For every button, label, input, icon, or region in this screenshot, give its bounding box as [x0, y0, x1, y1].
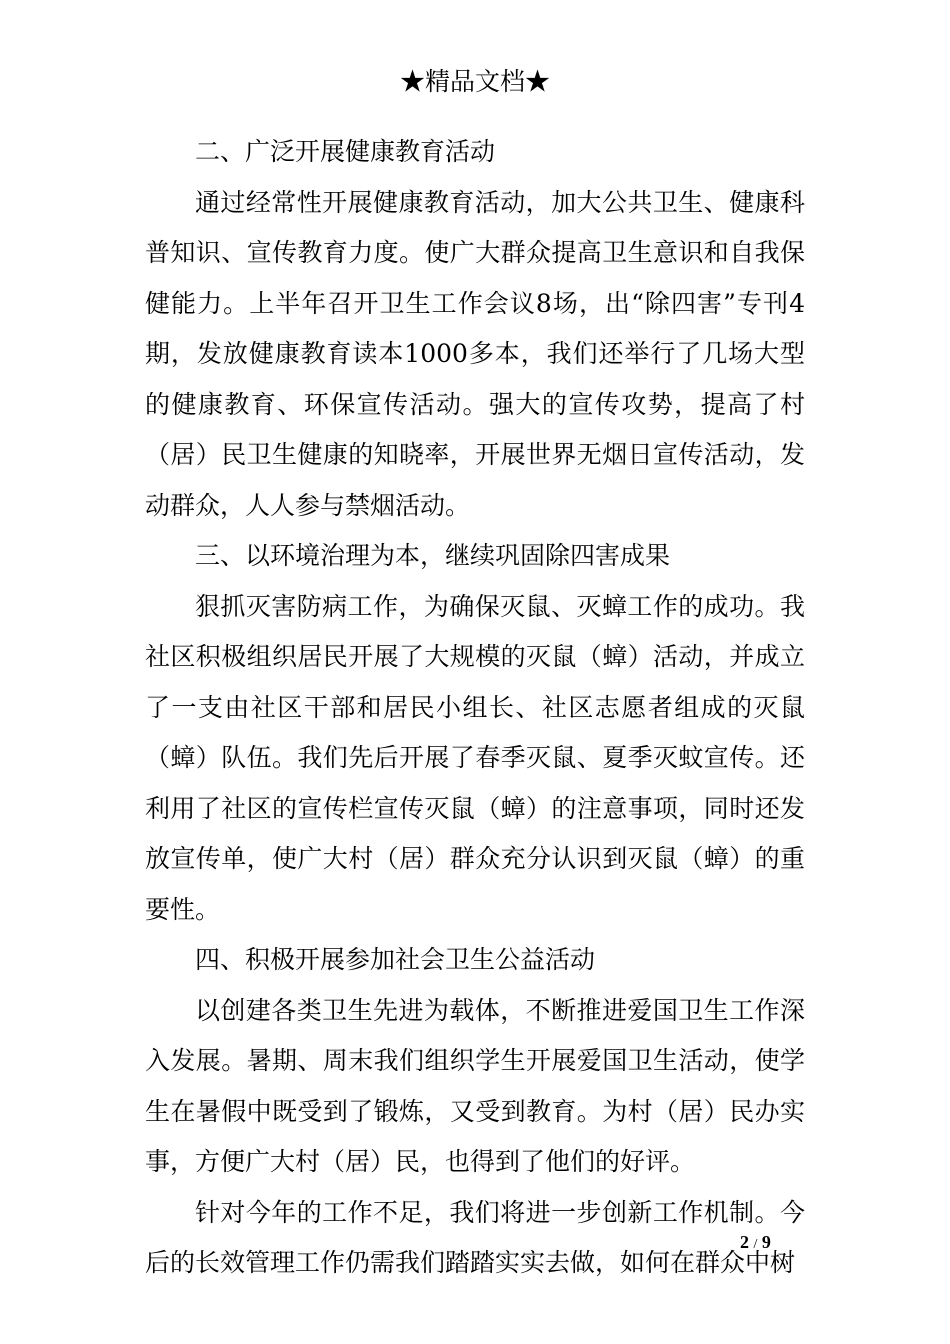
- page-number: [740, 1230, 771, 1257]
- header-title: ★精品文档★: [399, 67, 550, 96]
- current-page: 2: [740, 1232, 749, 1252]
- paragraph-shortcomings: 针对今年的工作不足，我们将进一步创新工作机制。今后的长效管理工作仍需我们踏踏实实去做，如何在群众中树: [145, 1197, 805, 1277]
- paragraph-public-welfare: 以创建各类卫生先进为载体，不断推进爱国卫生工作深入发展。暑期、周末我们组织学生开展爱国卫生活动，使学生在暑假中既受到了锻炼，又受到教育。为村（居）民办实事，方便广大村（居）民，也得到了他们的好评。: [145, 995, 805, 1176]
- document-body: [145, 127, 805, 1289]
- section-heading-2: 二、广泛开展健康教育活动: [195, 137, 496, 166]
- paragraph-health-education: 通过经常性开展健康教育活动，加大公共卫生、健康科普知识、宣传教育力度。使广大群众提高卫生意识和自我保健能力。上半年召开卫生工作会议8场，出“除四害”专刊4期，发放健康教育读本1000多本，我们还举行了几场大型的健康教育、环保宣传活动。强大的宣传攻势，提高了村（居）民卫生健康的知晓率，开展世界无烟日宣传活动，发动群众，人人参与禁烟活动。: [145, 187, 805, 520]
- page-separator: /: [753, 1237, 758, 1252]
- paragraph-pest-control: 狠抓灭害防病工作，为确保灭鼠、灭蟑工作的成功。我社区积极组织居民开展了大规模的灭鼠（蟑）活动，并成立了一支由社区干部和居民小组长、社区志愿者组成的灭鼠（蟑）队伍。我们先后开展了春季灭鼠、夏季灭蚊宣传。还利用了社区的宣传栏宣传灭鼠（蟑）的注意事项，同时还发放宣传单，使广大村（居）群众充分认识到灭鼠（蟑）的重要性。: [145, 591, 805, 924]
- document-header: [0, 62, 950, 102]
- section-heading-3: 三、以环境治理为本，继续巩固除四害成果: [195, 541, 671, 570]
- section-heading-4: 四、积极开展参加社会卫生公益活动: [195, 945, 596, 974]
- total-pages: 9: [761, 1232, 771, 1252]
